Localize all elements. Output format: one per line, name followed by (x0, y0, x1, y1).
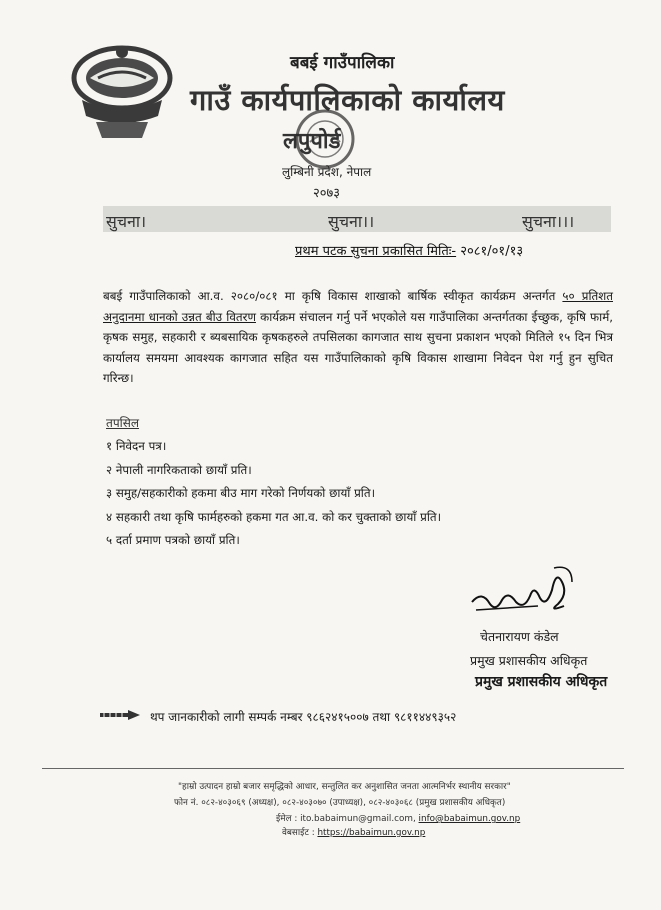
pointing-hand-icon (98, 709, 142, 721)
nepal-emblem-icon (62, 38, 182, 148)
list-item: ३ समुह/सहकारीको हकमा बीउ माग गरेको निर्णयको छायाँ प्रति। (106, 486, 376, 500)
email-label: ईमेल : (276, 814, 298, 824)
province-line: लुम्बिनी प्रदेश, नेपाल (282, 165, 372, 179)
notice-label-1: सुचना। (106, 212, 147, 231)
place-name: लपुपोर्ड (283, 129, 341, 154)
list-heading: तपसिल (106, 416, 140, 430)
website-link[interactable]: https://babaimun.gov.np (317, 828, 426, 838)
footer-website (282, 826, 425, 838)
notice-body (103, 286, 613, 389)
list-item: ५ दर्ता प्रमाण पत्रको छायाँ प्रति। (106, 533, 240, 547)
email-link-2[interactable]: info@babaimun.gov.np (418, 814, 521, 824)
body-part-2: कार्यक्रम संचालन गर्नु पर्ने भएकोले यस गाउँपालिका अन्तर्गतका ईच्छुक, कृषि फार्म, कृषक समुह, सहकारी र ब्यबसायिक कृषकहरुले तपसिलका कागजात साथ सुचना प्रकाशन भएको मितिले १५ दिन भित्र कार्यालय समयमा आवश्यक कागजात सहित यस गाउँपालिकाको कृषि विकास शाखामा निवेदन पेश गर्नु हुन सुचित गरिन्छ। (103, 309, 614, 385)
notice-label-2: सुचना।। (328, 212, 375, 231)
list-item: ४ सहकारी तथा कृषि फार्महरुको हकमा गत आ.व. को कर चुक्ताको छायाँ प्रति। (106, 509, 442, 524)
footer-motto: "हाम्रो उत्पादन हाम्रो बजार समृद्धिको आधार, सन्तुलित कर अनुशासित जनता आत्मनिर्भर स्थानीय सरकार" (178, 782, 511, 792)
footer-phones: फोन नं. ०८२-४०३०६९ (अध्यक्ष), ०८२-४०३०७० (उपाध्यक्ष), ०८२-४०३०६८ (प्रमुख प्रशासकीय अधिकृत) (174, 798, 506, 808)
footer-divider (42, 768, 624, 769)
contact-line: थप जानकारीको लागी सम्पर्क नम्बर ९८६२४१५००७ तथा ९८११४४९३५२ (150, 710, 457, 724)
list-item: २ नेपाली नागरिकताको छायाँ प्रति। (106, 462, 252, 477)
footer-email (276, 812, 520, 824)
municipality-name: बबई गाउँपालिका (290, 53, 395, 73)
list-item: १ निवेदन पत्र। (106, 439, 167, 453)
publication-line (295, 241, 523, 259)
signatory-stamp: प्रमुख प्रशासकीय अधिकृत (475, 674, 608, 690)
publication-label: प्रथम पटक सुचना प्रकासित मितिः- (295, 244, 457, 259)
signatory-name: चेतनारायण कंडेल (480, 629, 559, 644)
email-link-1[interactable]: ito.babaimun@gmail.com, (300, 814, 416, 824)
notice-label-3: सुचना।।। (522, 212, 575, 231)
signatory-title: प्रमुख प्रशासकीय अधिकृत (470, 653, 588, 668)
document-list (106, 436, 441, 554)
publication-date: २०८१/०१/१३ (460, 244, 524, 259)
signature-mark (468, 560, 578, 620)
body-highlight: ५० प्रतिशत अनुदानमा धानको उन्नत बीउ वितरण (103, 289, 613, 324)
office-title: गाउँ कार्यपालिकाको कार्यालय (190, 83, 505, 117)
website-label: वेबसाईट : (282, 828, 315, 838)
body-part-1: बबई गाउँपालिकाको आ.व. २०८०/०८१ मा कृषि विकास शाखाको बार्षिक स्वीकृत कार्यक्रम अन्तर्गत (103, 289, 556, 303)
established-year: २०७३ (313, 186, 341, 201)
